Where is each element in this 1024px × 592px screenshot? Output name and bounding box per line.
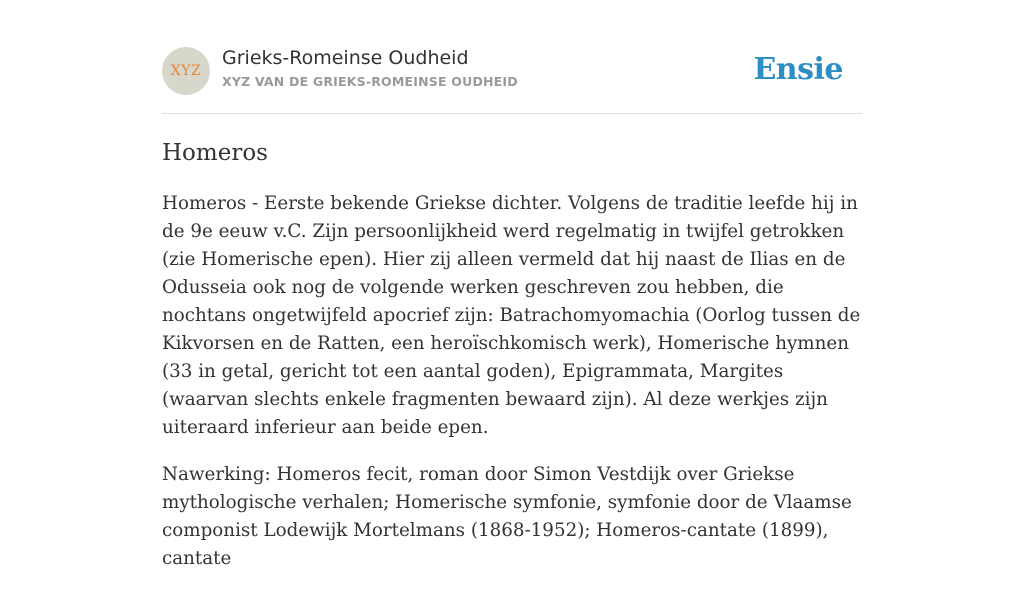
entry-paragraph-2: Nawerking: Homeros fecit, roman door Simon Vestdijk over Griekse mythologische verhalen; Homerische symfonie, symfonie door de Vlaamse componist Lodewijk Mortelmans (1868-1952); Homeros-cantate (1899), cantate <box>162 464 852 569</box>
entry-title: Homeros <box>162 140 268 166</box>
source-header <box>162 46 862 96</box>
header-divider <box>162 113 862 114</box>
entry-body <box>162 190 862 592</box>
source-title-link[interactable]: Grieks-Romeinse Oudheid <box>222 47 469 69</box>
source-avatar[interactable]: XYZ <box>162 47 210 95</box>
source-subtitle: XYZ VAN DE GRIEKS-ROMEINSE OUDHEID <box>222 74 518 89</box>
entry-paragraph-1: Homeros - Eerste bekende Griekse dichter. Volgens de traditie leefde hij in de 9e eeuw v.C. Zijn persoonlijkheid werd regelmatig in twijfel getrokken (zie Homerische epen). Hier zij alleen vermeld dat hij naast de Ilias en de Odusseia ook nog de volgende werken geschreven zou hebben, die nochtans ongetwijfeld apocrief zijn: Batrachomyomachia (Oorlog tussen de Kikvorsen en de Ratten, een heroïschkomisch werk), Homerische hymnen (33 in getal, gericht tot een aantal goden), Epigrammata, Margites (waarvan slechts enkele fragmenten bewaard zijn). Al deze werkjes zijn uiteraard inferieur aan beide epen. <box>162 193 861 438</box>
ensie-logo[interactable]: Ensie <box>753 52 843 87</box>
